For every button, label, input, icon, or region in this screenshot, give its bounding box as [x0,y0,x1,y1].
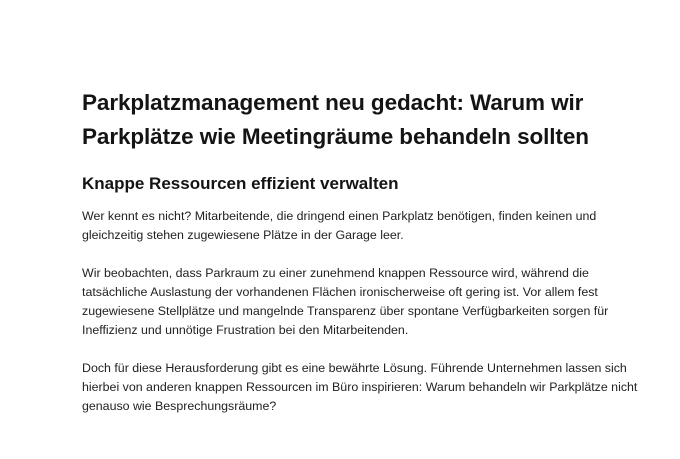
paragraph-solution: Doch für diese Herausforderung gibt es eine bewährte Lösung. Führende Unternehmen lassen sich hierbei von anderen knappen Ressourcen im Büro inspirieren: Warum behandeln wir Parkplätze nicht genauso wie Besprechungsräume? [82,361,638,413]
article-title: Parkplatzmanagement neu gedacht: Warum wir Parkplätze wie Meetingräume behandeln sollten [82,90,589,149]
article [82,86,642,416]
paragraph-intro: Wer kennt es nicht? Mitarbeitende, die dringend einen Parkplatz benötigen, finden keinen und gleichzeitig stehen zugewiesene Plätze in der Garage leer. [82,209,597,242]
section-heading: Knappe Ressourcen effizient verwalten [82,174,399,193]
paragraph-observation: Wir beobachten, dass Parkraum zu einer zunehmend knappen Ressource wird, während die tatsächliche Auslastung der vorhandenen Flächen ironischerweise oft gering ist. Vor allem fest zugewiesene Stellplätze und mangelnde Transparenz über spontane Verfügbarkeiten sorgen für Ineffizienz und unnötige Frustration bei den Mitarbeitenden. [82,266,609,337]
